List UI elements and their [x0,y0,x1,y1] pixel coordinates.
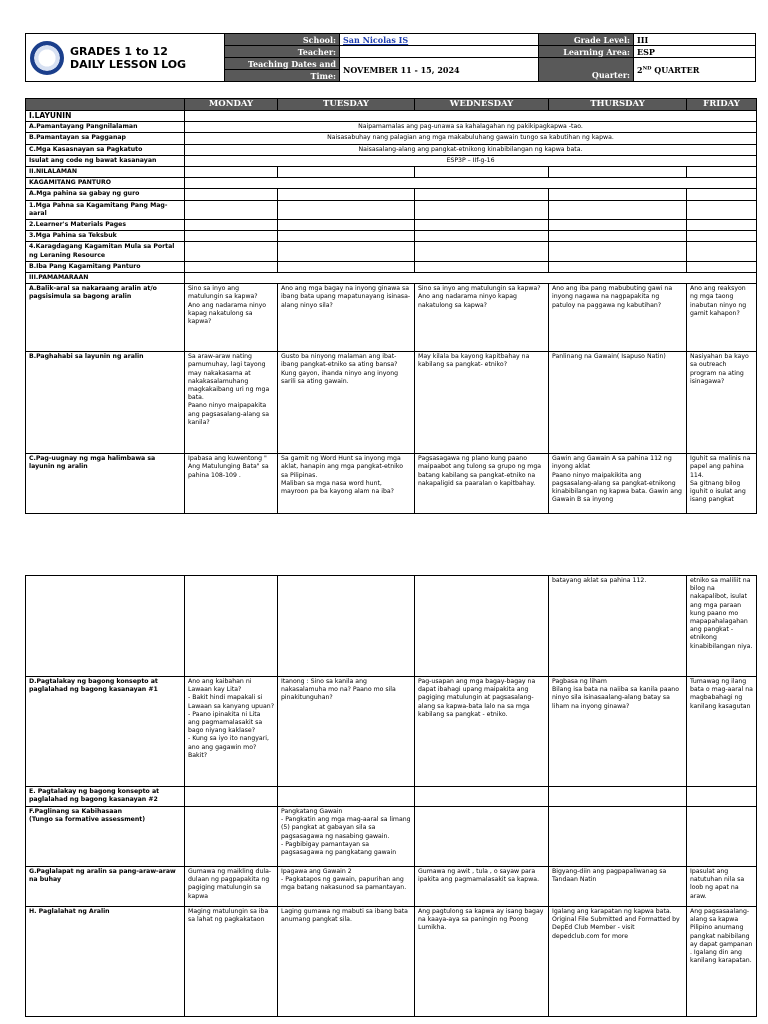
continued-thursday: batayang aklat sa pahina 112. [549,576,687,677]
section-kagamitan: KAGAMITANG PANTURO [26,178,185,189]
day-header-monday: MONDAY [185,99,278,111]
kasanayan-text: Naisasalang-alang ang pangkat-etnikong kinabibilangan ng kapwa bata. [185,144,757,155]
pagtalakay-1-friday: Tumawag ng ilang bata o mag-aaral na magbabahagi ng kanilang kasagutan [687,677,757,787]
cell-tue [278,200,415,219]
cell-mon [185,231,278,242]
cell-thu [549,220,687,231]
pagtalakay-1-thursday: Pagbasa ng liham Bilang isa bata na naiiba sa kanila paano ninyo sila isinasaalang-alang batay sa liham na inyong ginawa? [549,677,687,787]
cell-mon [185,261,278,272]
grade-label: Grade Level: [539,34,634,46]
cell-tue [278,231,415,242]
dates-label-1: Teaching Dates and [225,58,340,70]
paghahabi-monday: Sa araw-araw nating pamumuhay, lagi tayong may nakakasama at nakakasalamuhang magkakaibang uri ng mga bata. Paano ninyo maipapakita ang pagsasalang-alang sa kanila? [185,352,278,454]
layunin-empty [185,111,757,122]
row-label-pagtalakay-1: D.Pagtalakay ng bagong konsepto at paglalahad ng bagong kasanayan #1 [26,677,185,787]
cell-fri [687,200,757,219]
paghahabi-friday: Nasiyahan ba kayo sa outreach program na ating isinagawa? [687,352,757,454]
row-label-portal: 4.Karagdagang Kagamitan Mula sa Portal ng Leraning Resource [26,242,185,261]
code-text: ESP3P – IIf-g-16 [185,155,757,166]
cell-fri [687,220,757,231]
row-label-guro: A.Mga pahina sa gabay ng guro [26,189,185,200]
balik-aral-thursday: Ano ang iba pang mabubuting gawi na inyong nagawa na nagpapakita ng patuloy na paggawa ng kabutihan? [549,284,687,352]
cell-wed [415,576,549,677]
cell-wed [415,167,549,178]
teacher-label: Teacher: [225,46,340,58]
quarter-value: 2ND QUARTER [634,58,756,82]
paglalahat-tuesday: Laging gumawa ng mabuti sa ibang bata anumang pangkat sila. [278,907,415,1017]
school-label: School: [225,34,340,46]
pag-uugnay-wednesday: Pagsasagawa ng plano kung paano maipaabot ang tulong sa grupo ng mga batang kabilang sa pangkat-etniko na nakapaligid sa paaralan o kapitbahay. [415,454,549,514]
area-value: ESP [634,46,756,58]
row-label-pagtalakay-2: E. Pagtalakay ng bagong konsepto at paglalahad ng bagong kasanayan #2 [26,787,185,807]
cell-wed [415,807,549,867]
paglalahat-wednesday: Ang pagtulong sa kapwa ay isang bagay na kaaya-aya sa paningin ng Poong Lumikha. [415,907,549,1017]
header-title-cell [26,34,225,82]
balik-aral-friday: Ano ang reaksyon ng mga taong inabutan ninyo ng gamit kahapon? [687,284,757,352]
cell-fri [687,787,757,807]
paghahabi-wednesday: May kilala ba kayong kapitbahay na kabilang sa pangkat- etniko? [415,352,549,454]
cell-fri [687,807,757,867]
cell-wed [415,231,549,242]
cell-thu [549,807,687,867]
cell-fri [687,242,757,261]
quarter-label-spacer [539,58,634,70]
cell-tue [278,189,415,200]
cell-mon [185,807,278,867]
row-label-c: C.Mga Kasasnayan sa Pagkatuto [26,144,185,155]
row-label-mag-aaral: 1.Mga Pahna sa Kagamitang Pang Mag-aaral [26,200,185,219]
cell-mon [185,167,278,178]
paglinang-tuesday: Pangkatang Gawain - Pangkatin ang mga mag-aaral sa limang (5) pangkat at gabayan sila sa pagsasagawa ng nasabing gawain. - Pagbibigay pamantayan sa pagsasagawa ng pangkatang gawain [278,807,415,867]
row-label-code: Isulat ang code ng bawat kasanayan [26,155,185,166]
row-label-b: B.Pamantayan sa Pagganap [26,133,185,144]
pag-uugnay-friday: Iguhit sa malinis na papel ang pahina 114. Sa gitnang bilog iguhit o isulat ang isang pangkat [687,454,757,514]
row-label-paghahabi: B.Paghahabi sa layunin ng aralin [26,352,185,454]
cell-mon [185,220,278,231]
cell-thu [549,167,687,178]
row-label-paglinang: F.Paglinang sa Kabihasaan (Tungo sa formative assessment) [26,807,185,867]
row-label-a: A.Pamantayang Pangnilalaman [26,122,185,133]
cell-fri [687,231,757,242]
section-layunin: I.LAYUNIN [26,111,185,122]
page-title: GRADES 1 to 12 DAILY LESSON LOG [70,44,187,71]
continued-label-empty [26,576,185,677]
pag-uugnay-tuesday: Sa gamit ng Word Hunt sa inyong mga aklat, hanapin ang mga pangkat-etniko sa Pilipinas. Maliban sa mga nasa word hunt, mayroon pa ba kayong alam na iba? [278,454,415,514]
cell-fri [687,167,757,178]
pagtalakay-1-tuesday: Itanong : Sino sa kanila ang nakasalamuha mo na? Paano mo sila pinakitunguhan? [278,677,415,787]
cell-wed [415,787,549,807]
row-label-teksbuk: 3.Mga Pahina sa Teksbuk [26,231,185,242]
cell-fri [687,189,757,200]
cell-tue [278,220,415,231]
balik-aral-monday: Sino sa inyo ang matulungin sa kapwa? Ano ang nadarama ninyo kapag nakatulong sa kapwa? [185,284,278,352]
paglalapat-monday: Gumawa ng maikling dula-dulaan ng pagpapakita ng pagiging matulungin sa kapwa [185,867,278,907]
cell-tue [278,787,415,807]
cell-thu [549,242,687,261]
teacher-value [340,46,539,58]
cell-thu [549,787,687,807]
pagtalakay-1-wednesday: Pag-usapan ang mga bagay-bagay na dapat ibahagi upang maipakita ang pagiging matulungin at pagsasalang-alang sa kapwa-bata lalo na sa mga kabilang sa pangkat - etniko. [415,677,549,787]
cell-wed [415,242,549,261]
cell-mon [185,242,278,261]
row-label-paglalapat: G.Paglalapat ng aralin sa pang-araw-araw na buhay [26,867,185,907]
section-pamamaraan: III.PAMAMARAAN [26,273,185,284]
dates-value: NOVEMBER 11 - 15, 2024 [340,58,539,82]
deped-seal-icon [30,41,64,75]
pamantayan-pagganap-text: Naisasabuhay nang palagian ang mga makabuluhang gawain tungo sa kabutihan ng kapwa. [185,133,757,144]
paglalapat-friday: Ipasulat ang natutuhan nila sa loob ng apat na araw. [687,867,757,907]
balik-aral-wednesday: Sino sa inyo ang matulungin sa kapwa? Ano ang nadarama ninyo kapag nakatulong sa kapwa? [415,284,549,352]
day-header-thursday: THURSDAY [549,99,687,111]
cell-tue [278,261,415,272]
pamamaraan-empty [185,273,757,284]
cell-mon [185,576,278,677]
section-nilalaman: II.NILALAMAN [26,167,185,178]
cell-mon [185,189,278,200]
cell-wed [415,189,549,200]
paglalapat-thursday: Bigyang-diin ang pagpapaliwanag sa Tandaan Natin [549,867,687,907]
kagamitan-empty [185,178,757,189]
pagtalakay-1-monday: Ano ang kaibahan ni Lawaan kay Lita? - Bakit hindi mapakali si Lawaan sa kanyang upuan? - Paano ipinakita ni Lita ang pagmamalasakit sa bago niyang kaklase? - Kung sa iyo ito nangyari, ano ang gagawin mo? Bakit? [185,677,278,787]
row-label-paglalahat: H. Paglalahat ng Aralin [26,907,185,1017]
cell-thu [549,261,687,272]
cell-mon [185,787,278,807]
paglalahat-thursday: Igalang ang karapatan ng kapwa bata. Original File Submitted and Formatted by DepEd Club Member - visit depedclub.com for more [549,907,687,1017]
pag-uugnay-thursday: Gawin ang Gawain A sa pahina 112 ng inyong aklat Paano ninyo maipakikita ang pagsasalang-alang sa pangkat-etnikong kinabibilangan ng kapwa bata. Gawin ang Gawain B sa inyong [549,454,687,514]
cell-thu [549,189,687,200]
cell-thu [549,200,687,219]
quarter-label: Quarter: [539,70,634,82]
day-header-friday: FRIDAY [687,99,757,111]
paghahabi-thursday: Panlinang na Gawain( Isapuso Natin) [549,352,687,454]
lesson-log-table-page2 [25,575,757,1017]
dates-label-2: Time: [225,70,340,82]
paglalahat-friday: Ang pagsasaalang-alang sa kapwa Pilipino anumang pangkat nabibilang ay dapat gampanan . Igalang din ang kanilang karapatan. [687,907,757,1017]
cell-tue [278,167,415,178]
row-label-lmp: 2.Learner's Materials Pages [26,220,185,231]
balik-aral-tuesday: Ano ang mga bagay na inyong ginawa sa ibang bata upang mapatunayang isinasa-alang ninyo sila? [278,284,415,352]
lesson-log-table-page1 [25,98,757,514]
row-label-balik-aral: A.Balik-aral sa nakaraang aralin at/o pagsisimula sa bagong aralin [26,284,185,352]
area-label: Learning Area: [539,46,634,58]
cell-fri [687,261,757,272]
cell-mon [185,200,278,219]
row-label-iba: B.Iba Pang Kagamitang Panturo [26,261,185,272]
cell-tue [278,242,415,261]
cell-thu [549,231,687,242]
paglalapat-wednesday: Gumawa ng awit , tula , o sayaw para ipakita ang pagmamalasakit sa kapwa. [415,867,549,907]
corner-header [26,99,185,111]
row-label-pag-uugnay: C.Pag-uugnay ng mga halimbawa sa layunin ng aralin [26,454,185,514]
continued-friday: etniko sa maliliit na bilog na nakapalibot, isulat ang mga paraan kung paano mo mapapahalagahan ang pangkat -etnikong kinabibilangan niya. [687,576,757,677]
school-value[interactable]: San Nicolas IS [340,34,539,46]
paglalapat-tuesday: Ipagawa ang Gawain 2 - Pagkatapos ng gawain, papurihan ang mga batang nakasunod sa pamantayan. [278,867,415,907]
paghahabi-tuesday: Gusto ba ninyong malaman ang ibat-ibang pangkat-etniko sa ating bansa? Kung gayon, ihanda ninyo ang inyong sarili sa ating gawain. [278,352,415,454]
pamantayang-pangnilalaman-text: Naipamamalas ang pag-unawa sa kahalagahan ng pakikipagkapwa -tao. [185,122,757,133]
cell-tue [278,576,415,677]
cell-wed [415,261,549,272]
cell-wed [415,200,549,219]
paglalahat-monday: Maging matulungin sa iba sa lahat ng pagkakataon [185,907,278,1017]
header-table [25,33,756,82]
grade-value: III [634,34,756,46]
day-header-wednesday: WEDNESDAY [415,99,549,111]
cell-wed [415,220,549,231]
day-header-tuesday: TUESDAY [278,99,415,111]
pag-uugnay-monday: Ipabasa ang kuwentong " Ang Matulunging Bata" sa pahina 108-109 . [185,454,278,514]
